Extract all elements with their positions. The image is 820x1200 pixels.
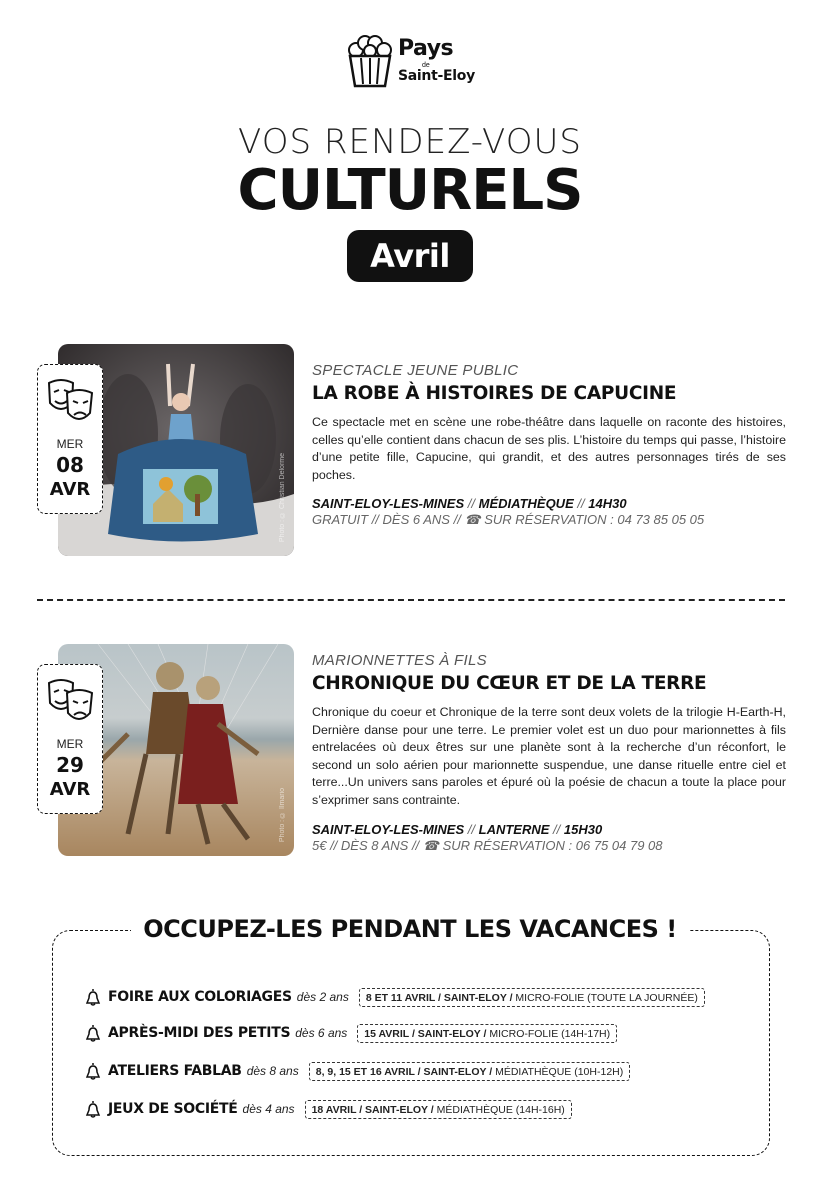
theater-masks-icon (45, 675, 97, 727)
date-weekday: MER (56, 737, 84, 751)
bell-icon (84, 1062, 102, 1080)
activity-details (305, 1100, 572, 1119)
separator: // (553, 821, 561, 837)
activity-when: 15 AVRIL / SAINT-ELOY / (364, 1027, 487, 1040)
activity-row (84, 1099, 572, 1119)
bell-icon (84, 1024, 102, 1042)
activity-details (359, 988, 705, 1007)
date-month: AVR (49, 479, 91, 500)
activity-row (84, 987, 705, 1007)
activity-age: dès 2 ans (296, 990, 349, 1004)
popcorn-icon (346, 34, 394, 90)
date-month: AVR (49, 779, 91, 800)
activity-name: JEUX DE SOCIÉTÉ (108, 1101, 238, 1117)
event-description: Chronique du coeur et Chronique de la terre sont deux volets de la trilogie H-Earth-H, Dernière danse pour une terre. Le premier volet est un duo pour marionnettes à fils entrelacées où deux êtres sur une planète sont à la recherche d’un réconfort, le second un solo aérien pour marionnette suspendue, une danse rituelle entre ciel et terre...Un univers sans paroles et épuré où la poésie de chacun a toute la place pour s’exprimer sans contrainte. (312, 705, 786, 807)
activity-where: MÉDIATHÈQUE (10H-12H) (495, 1065, 624, 1078)
event-location (312, 822, 786, 837)
holidays-title (0, 915, 820, 943)
event-venue: LANTERNE (478, 821, 550, 837)
event-category: SPECTACLE JEUNE PUBLIC (312, 362, 519, 379)
event-time: 15H30 (563, 821, 603, 837)
bell-icon (84, 1100, 102, 1118)
activity-name: ATELIERS FABLAB (108, 1063, 242, 1079)
logo-word-pays: Pays (398, 36, 454, 61)
bell-icon (84, 988, 102, 1006)
event-info (312, 652, 786, 854)
event-location (312, 496, 786, 511)
date-day-number: 08 (56, 453, 84, 477)
activity-age: dès 6 ans (295, 1026, 348, 1040)
activity-where: MÉDIATHÈQUE (14H-16H) (436, 1103, 565, 1116)
holidays-box (52, 930, 770, 1156)
activity-age: dès 4 ans (242, 1102, 295, 1116)
event-time: 14H30 (588, 496, 627, 512)
event-description: Ce spectacle met en scène une robe-théâtre dans laquelle on raconte des histoires, celles qu’elle contient dans chacun de ses plis. L’histoire du temps qui passe, l’histoire d’une petite fille, Capucine, qui grandit, et des autres personnages tirés de ses poches. (312, 415, 786, 482)
date-day-number: 29 (56, 753, 84, 777)
month-badge: Avril (347, 230, 473, 282)
event-title: LA ROBE À HISTOIRES DE CAPUCINE (312, 383, 677, 404)
event-info (312, 362, 786, 528)
activity-name: APRÈS-MIDI DES PETITS (108, 1025, 291, 1041)
activity-details (309, 1062, 631, 1081)
holidays-title-text: OCCUPEZ-LES PENDANT LES VACANCES ! (131, 915, 688, 943)
logo-word-saint-eloy: Saint-Eloy (398, 68, 475, 84)
event-pricing-booking: GRATUIT // DÈS 6 ANS // ☎ SUR RÉSERVATION : 04 73 85 05 05 (312, 512, 705, 528)
photo-credit: Photo : © Ilmario (279, 787, 286, 842)
theater-masks-icon (45, 375, 97, 427)
activity-where: MICRO-FOLIE (14H-17H) (489, 1027, 611, 1040)
activity-row (84, 1061, 630, 1081)
activity-when: 8, 9, 15 ET 16 AVRIL / SAINT-ELOY / (315, 1065, 493, 1078)
date-badge (37, 664, 103, 814)
logo-word-de: de (422, 62, 430, 69)
event-pricing-booking: 5€ // DÈS 8 ANS // ☎ SUR RÉSERVATION : 06 75 04 79 08 (312, 837, 663, 853)
activity-when: 8 ET 11 AVRIL / SAINT-ELOY / (365, 991, 513, 1004)
event-category: MARIONNETTES À FILS (312, 652, 487, 669)
separator: // (577, 496, 585, 512)
photo-credit: Photo : © Christian Delorme (279, 452, 286, 542)
date-badge (37, 364, 103, 514)
section-divider (37, 599, 785, 601)
header-subtitle: VOS RENDEZ-VOUS (238, 122, 582, 162)
separator: // (467, 821, 476, 837)
activity-name: FOIRE AUX COLORIAGES (108, 989, 292, 1005)
date-weekday: MER (56, 437, 84, 451)
separator: // (467, 496, 476, 512)
event-title: CHRONIQUE DU CŒUR ET DE LA TERRE (312, 673, 707, 694)
activity-where: MICRO-FOLIE (TOUTE LA JOURNÉE) (515, 991, 698, 1004)
activity-when: 18 AVRIL / SAINT-ELOY / (311, 1103, 434, 1116)
activity-row (84, 1023, 617, 1043)
header-title: CULTURELS (237, 158, 583, 223)
activity-age: dès 8 ans (246, 1064, 299, 1078)
logo (346, 34, 486, 94)
event-town: SAINT-ELOY-LES-MINES (312, 496, 465, 512)
event-town: SAINT-ELOY-LES-MINES (312, 821, 465, 837)
event-venue: MÉDIATHÈQUE (478, 496, 574, 512)
activity-details (357, 1024, 617, 1043)
